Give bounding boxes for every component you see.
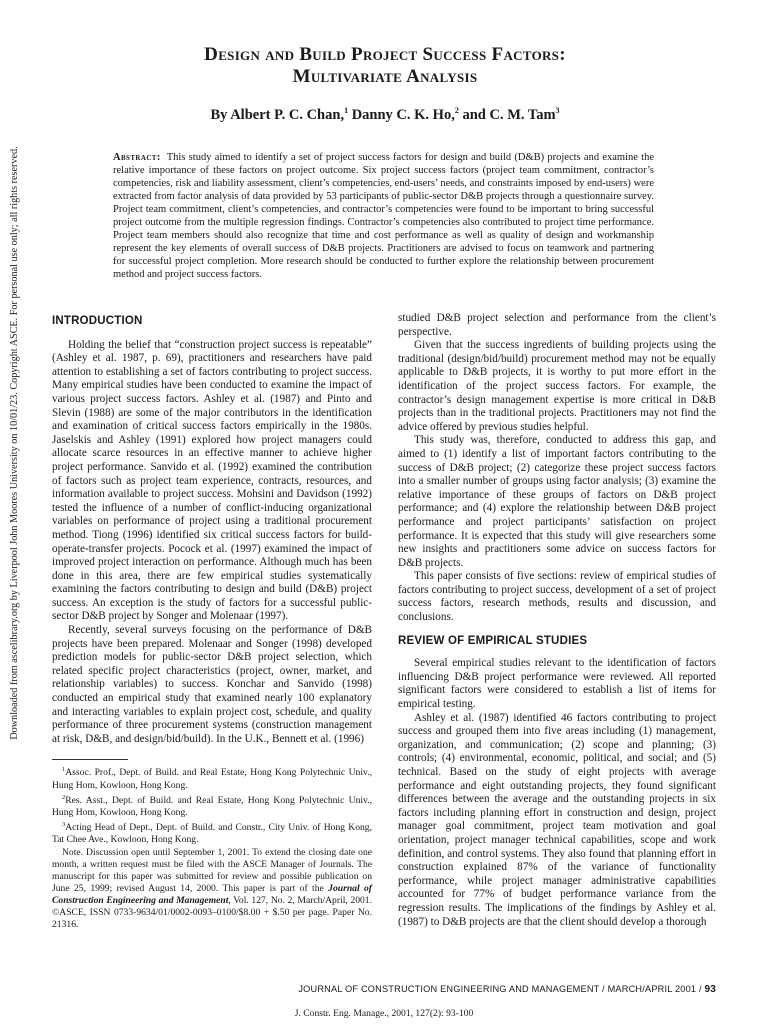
body-paragraph: Holding the belief that “construction project success is repeatable” (Ashley et al. 1987, p. 69), practitioners and researchers have paid attention to establishing a set of factors contributing to project success. Many empirical studies have been conducted to examine the impact of various project success factors. Ashley et al. (1987) and Pinto and Slevin (1988) are some of the major contributors in the identification and examination of critical success factors empirically in the 1980s. Jaselskis and Ashley (1991) explored how project managers could allocate scarce resources in an effective manner to achieve higher project performance. Sanvido et al. (1992) examined the contribution of factors such as project team experience, contracts, resources, and information available to project success. Mohsini and Davidson (1992) tested the influence of a number of conflict-inducing organizational variables on performance of project using a traditional procurement method. Tiong (1996) identified six critical success factors for build-operate-transfer projects. Pocock et al. (1997) examined the impact of improved project interaction on performance. Although much has been done in this area, there are few empirical studies systematically examining the factors contributing to design and build (D&B) project success. An exception is the study of factors for a successful public-sector D&B project by Songer and Molenaar (1997). bbox=[52, 338, 372, 623]
author-3: and C. M. Tam bbox=[458, 106, 556, 123]
left-column bbox=[52, 312, 372, 931]
author-1: Albert P. C. Chan, bbox=[230, 106, 345, 123]
footnote-mark: 3 bbox=[62, 821, 66, 829]
footnote-mark: 1 bbox=[62, 766, 66, 774]
running-footer bbox=[298, 984, 716, 995]
author-prefix: By bbox=[210, 106, 231, 123]
footnote-3 bbox=[52, 819, 372, 846]
journal-footer: JOURNAL OF CONSTRUCTION ENGINEERING AND MANAGEMENT / MARCH/APRIL 2001 / bbox=[298, 984, 705, 994]
note-text-end: , Vol. 127, No. 2, March/April, 2001. ©ASCE, ISSN 0733-9634/01/0002-0093–0100/$8.00 + $.50 per page. Paper No. 21316. bbox=[52, 894, 372, 931]
abstract-text: This study aimed to identify a set of project success factors for design and build (D&B) projects and examine the relative importance of these factors on project outcome. Six project success factors (project team commitment, contractor’s competencies, risk and liability assessment, client’s competencies, end-users’ needs, and constraints imposed by end-users) were extracted from factor analysis of data provided by 53 participants of public-sector D&B projects through a questionnaire survey. Project team commitment, client’s competencies, and contractor’s competencies were found to be important to bring successful project outcome from the multiple regression findings. Contractor’s competencies also contributed to project time performance. Project team members should also recognize that time and cost performance as well as quality of design and workmanship represent the key elements of overall success of D&B projects. Practitioners are advised to focus on teamwork and partnering for successful project completion. More research should be conducted to further explore the relationship between procurement method and project success factors. bbox=[113, 152, 654, 280]
body-paragraph: Ashley et al. (1987) identified 46 factors contributing to project success and grouped them into five areas including (1) management, organization, and communication; (2) scope and planning; (3) controls; (4) environmental, economic, political, and social; and (5) technical. Based on the study of eight projects with average performance and eight outstanding projects, they found significant differences between the average and the outstanding projects in six factors including planning effort in construction and design, project manager goal commitment, project team motivation and goal orientation, project manager technical capabilities, scope and work definition, and control systems. They also found that planning effort in construction explained 87% of the variance of functionality performance, while project manager administrative capabilities accounted for 77% of budget performance variance from the regression results. The implications of the findings by Ashley et al. (1987) to D&B projects are that the client should develop a thorough bbox=[398, 711, 716, 928]
paper-title-line-1: Design and Build Project Success Factors: bbox=[204, 44, 566, 65]
footnote-divider bbox=[52, 759, 128, 760]
body-paragraph: studied D&B project selection and performance from the client’s perspective. bbox=[398, 312, 716, 338]
right-column bbox=[398, 312, 716, 929]
footnote-1 bbox=[52, 764, 372, 791]
journal-name: Journal of Construction Engineering and Management bbox=[52, 882, 372, 906]
note-text: Note. Discussion open until September 1, 2001. To extend the closing date one month, a written request must be filed with the ASCE Manager of Journals. The manuscript for this paper was submitted for review and possible publication on June 25, 1999; revised August 14, 2000. This paper is part of the bbox=[52, 846, 372, 894]
body-paragraph: This study was, therefore, conducted to address this gap, and aimed to (1) identify a list of important factors contributing to the success of D&B project; (2) categorize these project success factors into a smaller number of groups using factor analysis; (3) examine the relative importance of these groups of factors on D&B project performance; and (4) explore the relationship between D&B project performance and project participants’ satisfaction on project performance. It is expected that this study will give researchers some new insights and practitioners some advice on success factors for D&B projects. bbox=[398, 434, 716, 569]
footnote-text: Assoc. Prof., Dept. of Build. and Real Estate, Hong Kong Polytechnic Univ., Hung Hom, Kowloon, Hong Kong. bbox=[52, 767, 372, 791]
page-number: 93 bbox=[704, 984, 716, 995]
author-2-mark: 2 bbox=[454, 106, 459, 115]
footnote-text: Acting Head of Dept., Dept. of Build. and Constr., City Univ. of Hong Kong, Tat Chee Ave., Kowloon, Hong Kong. bbox=[52, 822, 372, 846]
body-paragraph: This paper consists of five sections: review of empirical studies of factors contributing to project success, development of a set of project success factors, research methods, results and discussion, and conclusions. bbox=[398, 570, 716, 624]
author-1-mark: 1 bbox=[344, 106, 349, 115]
body-paragraph: Recently, several surveys focusing on the performance of D&B projects have been prepared. Molenaar and Songer (1998) developed prediction models for public-sector D&B project selection, which related specific project characteristics (project, owner, market, and relationship variables) to success. Konchar and Sanvido (1998) conducted an empirical study that examined nearly 100 explanatory and interacting variables to explain project cost, schedule, and quality performance of three procurement systems (construction management at risk, D&B, and design/bid/build). In the U.K., Bennett et al. (1996) bbox=[52, 624, 372, 745]
footnotes bbox=[52, 764, 372, 931]
abstract bbox=[113, 151, 654, 281]
footnote-note bbox=[52, 847, 372, 932]
author-line bbox=[60, 106, 710, 124]
paper-title-line-2: Multivariate Analysis bbox=[292, 66, 478, 87]
section-heading-introduction: INTRODUCTION bbox=[52, 315, 143, 327]
footnote-2 bbox=[52, 792, 372, 819]
body-paragraph: Given that the success ingredients of building projects using the traditional (design/bid/build) procurement method may not be equally applicable to D&B projects, it is worthy to put more effort in the identification of the project success factors. For example, the contractor’s design management expertise is more critical in D&B projects than in the traditional projects. Practitioners may not find the advice offered by previous studies helpful. bbox=[398, 339, 716, 433]
footnote-text: Res. Asst., Dept. of Build. and Real Estate, Hong Kong Polytechnic Univ., Hung Hom, Kowloon, Hong Kong. bbox=[52, 794, 372, 819]
abstract-label: Abstract: bbox=[113, 152, 161, 163]
footnote-mark: 2 bbox=[62, 793, 66, 801]
section-heading-review: REVIEW OF EMPIRICAL STUDIES bbox=[398, 634, 588, 647]
author-2: Danny C. K. Ho, bbox=[348, 106, 455, 123]
citation-line: J. Constr. Eng. Manage., 2001, 127(2): 93-100 bbox=[294, 1008, 474, 1019]
body-paragraph: Several empirical studies relevant to the identification of factors influencing D&B project performance were reviewed. All reported significant factors were considered to establish a list of items for empirical testing. bbox=[398, 657, 716, 711]
download-watermark: Downloaded from ascelibrary.org by Liverpool John Moores University on 10/01/23. Copyright ASCE. For personal use only; all rights reserved. bbox=[9, 146, 20, 740]
author-3-mark: 3 bbox=[555, 106, 560, 115]
